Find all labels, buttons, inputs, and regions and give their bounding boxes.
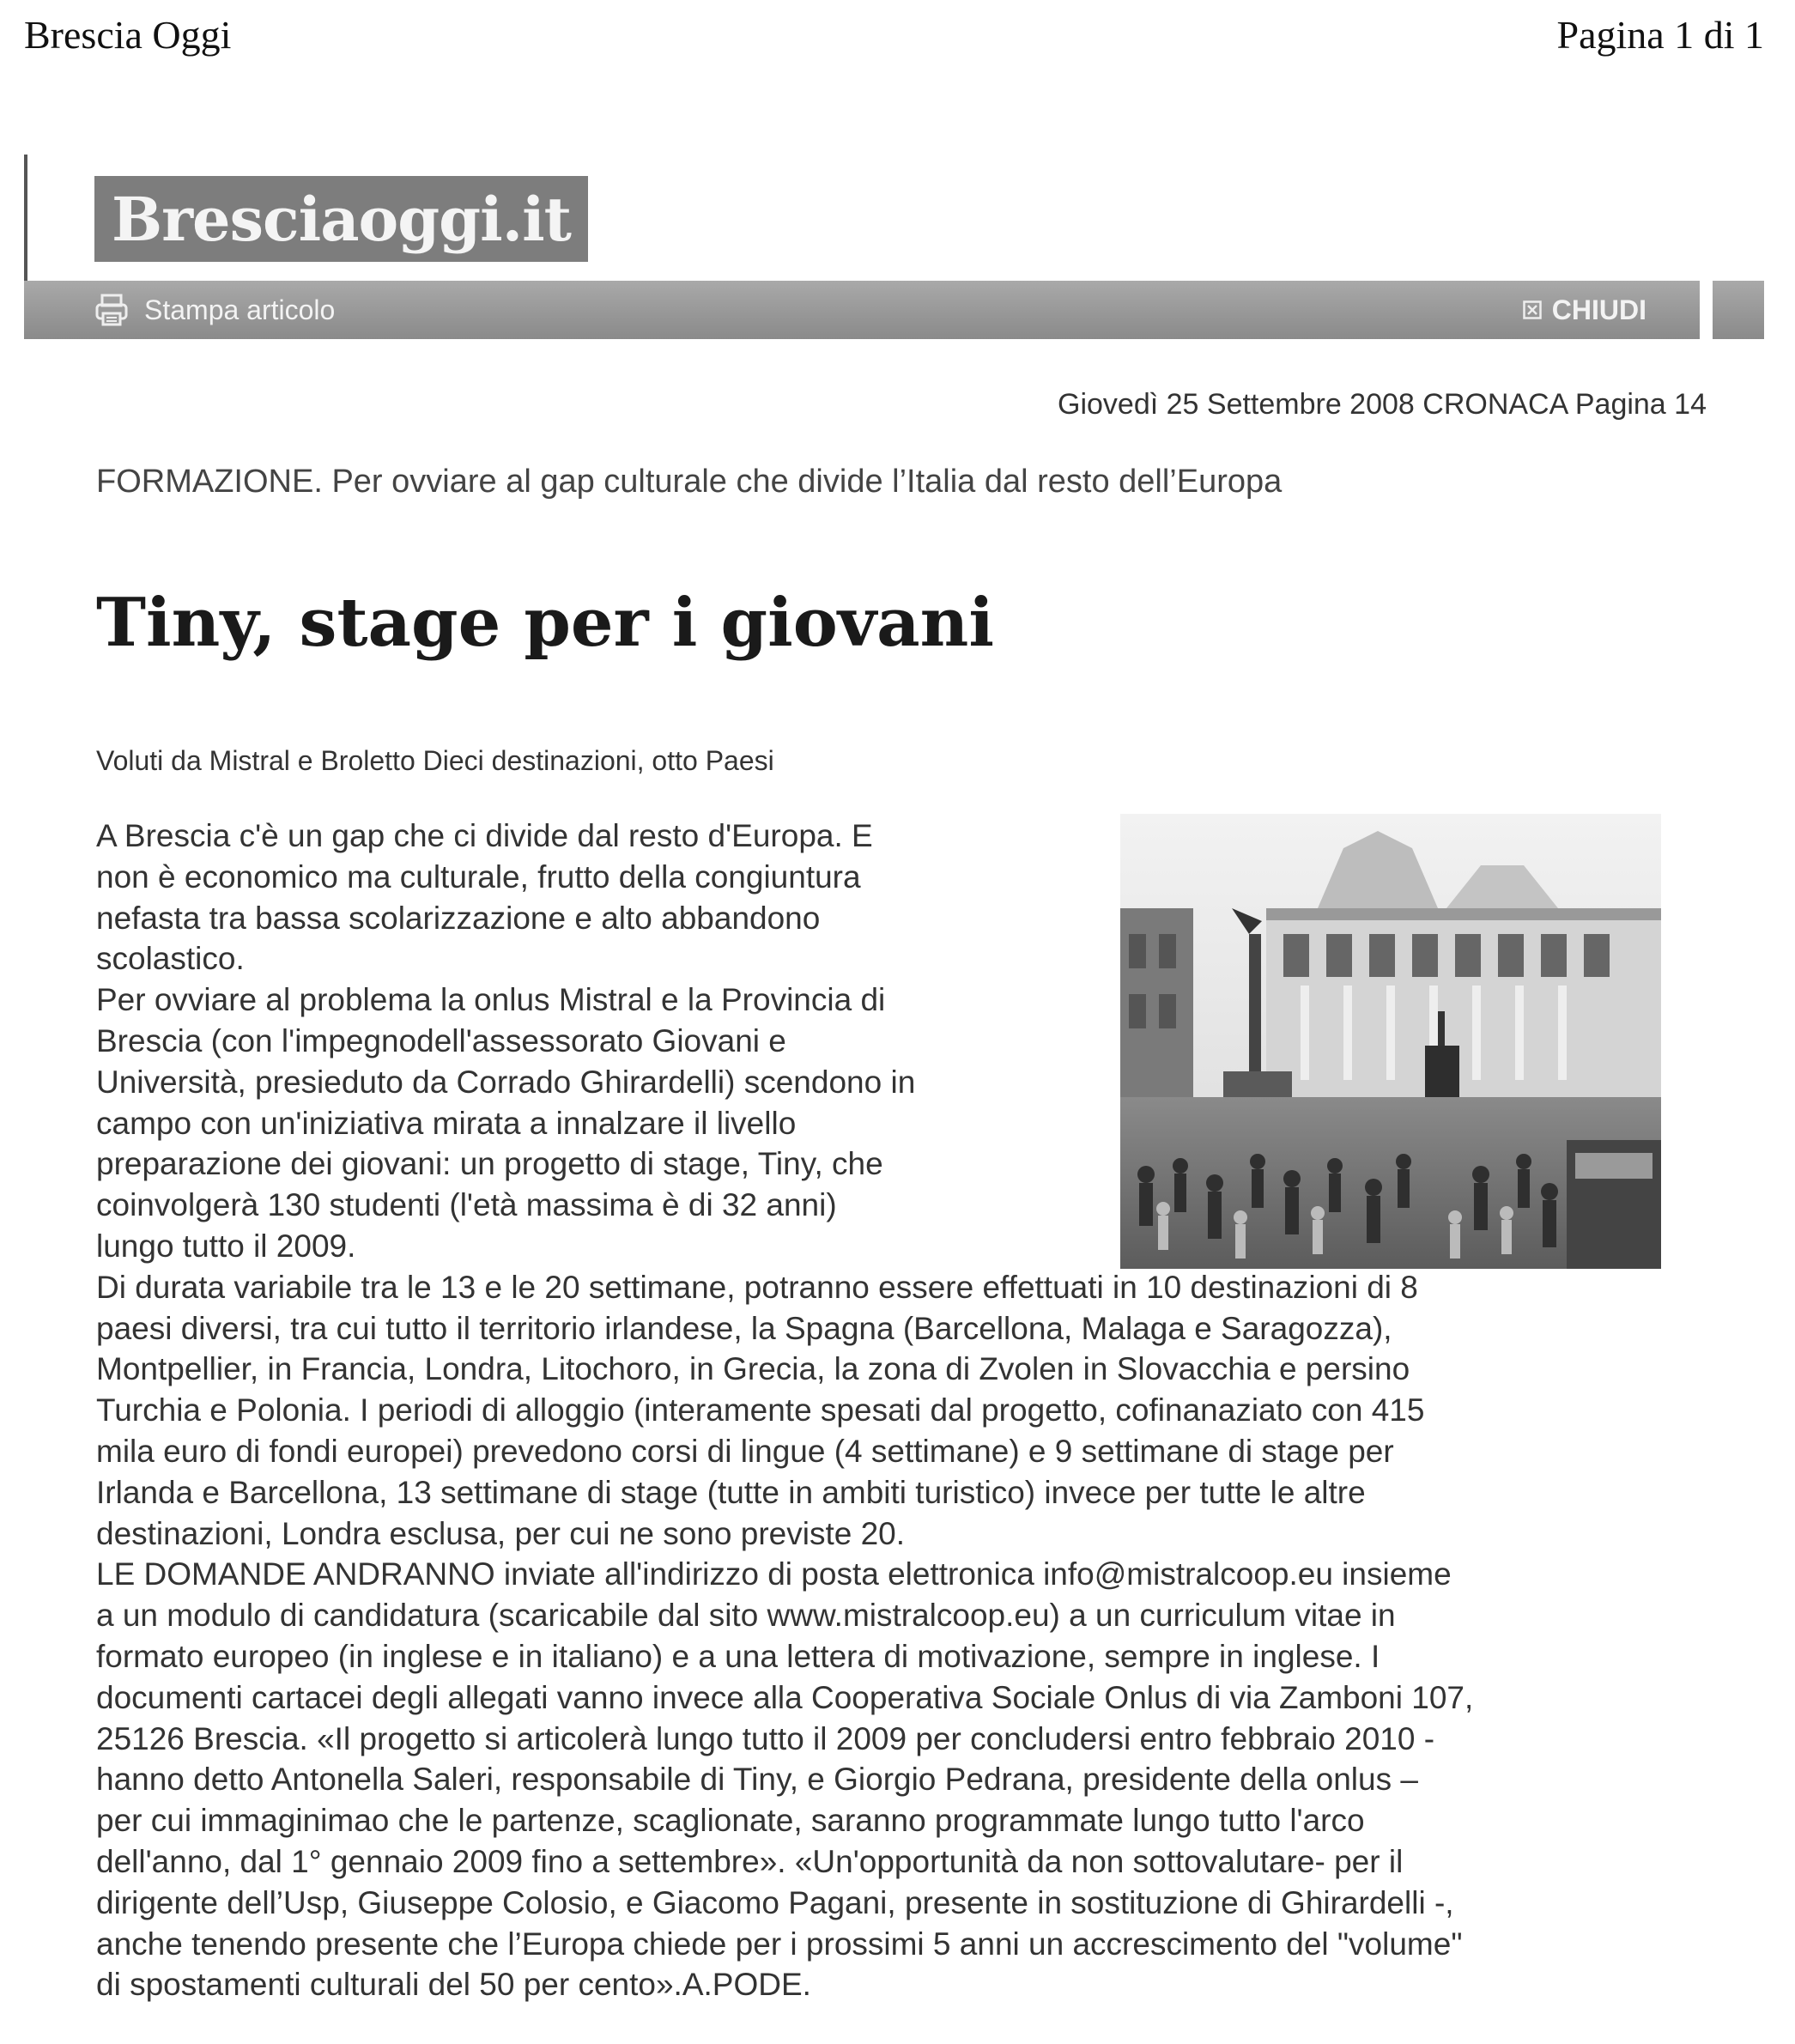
article-body-line: per cui immaginimao che le partenze, scaglionate, saranno programmate lungo tutto l'arco (96, 1803, 1365, 1839)
close-box-icon (1523, 300, 1542, 319)
close-label: CHIUDI (1551, 294, 1646, 325)
toolbar-end-cap (1713, 281, 1764, 339)
article-body-line: scolastico. (96, 941, 245, 977)
article-body-line: Irlanda e Barcellona, 13 settimane di stage (tutte in ambiti turistico) invece per tutte le altre (96, 1474, 1366, 1510)
article-body-line: Di durata variabile tra le 13 e le 20 settimane, potranno essere effettuati in 10 destinazioni di 8 (96, 1269, 1418, 1305)
article-body-line: Per ovviare al problema la onlus Mistral e la Provincia di (96, 982, 886, 1018)
article-body-line: nefasta tra bassa scolarizzazione e alto abbandono (96, 900, 821, 936)
article-kicker: FORMAZIONE. Per ovviare al gap culturale che divide l’Italia dal resto dell’Europa (96, 464, 1283, 500)
article-body-line: Università, presieduto da Corrado Ghirardelli) scendono in (96, 1064, 916, 1100)
article-body-line: destinazioni, Londra esclusa, per cui ne sono previste 20. (96, 1515, 906, 1551)
print-header-source: Brescia Oggi (24, 13, 232, 57)
article-body-line: dell'anno, dal 1° gennaio 2009 fino a settembre». «Un'opportunità da non sottovalutare- per il (96, 1843, 1404, 1879)
article-body-line: anche tenendo presente che l’Europa chiede per i prossimi 5 anni un accrescimento del "volume" (96, 1926, 1463, 1962)
article-subhead: Voluti da Mistral e Broletto Dieci destinazioni, otto Paesi (96, 745, 774, 776)
article-dateline: Giovedì 25 Settembre 2008 CRONACA Pagina 14 (1058, 388, 1707, 421)
article-body-line: LE DOMANDE ANDRANNO inviate all'indirizzo di posta elettronica info@mistralcoop.eu insieme (96, 1556, 1452, 1592)
article-body-line: Turchia e Polonia. I periodi di alloggio (interamente spesati dal progetto, cofinanaziato con 415 (96, 1392, 1425, 1428)
article-body-line: a un modulo di candidatura (scaricabile dal sito www.mistralcoop.eu) a un curriculum vitae in (96, 1598, 1396, 1634)
article-body-line: 25126 Brescia. «Il progetto si articolerà lungo tutto il 2009 per concludersi entro febbraio 2010 - (96, 1720, 1435, 1756)
article-body-line: documenti cartacei degli allegati vanno invece alla Cooperativa Sociale Onlus di via Zamboni 107, (96, 1679, 1474, 1715)
site-logo (94, 176, 588, 262)
article-body-line: formato europeo (in inglese e in italiano) e a una lettera di motivazione, sempre in inglese. I (96, 1638, 1380, 1674)
article-body-line: dirigente dell’Usp, Giuseppe Colosio, e Giacomo Pagani, presente in sostituzione di Ghirardelli -, (96, 1884, 1454, 1920)
article-body-line: Brescia (con l'impegnodell'assessorato Giovani e (96, 1022, 786, 1058)
article-body-line: A Brescia c'è un gap che ci divide dal resto d'Europa. E (96, 818, 873, 853)
site-logo-text: Bresciaoggi.it (111, 183, 572, 255)
article-body-line: hanno detto Antonella Saleri, responsabile di Tiny, e Giorgio Pedrana, presidente della onlus – (96, 1762, 1418, 1798)
print-article-button[interactable] (94, 293, 335, 327)
article-body-line: paesi diversi, tra cui tutto il territorio irlandese, la Spagna (Barcellona, Malaga e Saragozza), (96, 1310, 1392, 1346)
article-headline: Tiny, stage per i giovani (96, 584, 994, 662)
article-toolbar (24, 281, 1700, 339)
print-header-page-info: Pagina 1 di 1 (1556, 13, 1764, 57)
article-body-line: mila euro di fondi europei) prevedono corsi di lingue (4 settimane) e 9 settimane di stage per (96, 1433, 1394, 1469)
article-body-line: di spostamenti culturali del 50 per cento».A.PODE. (96, 1967, 811, 2003)
print-article-label: Stampa articolo (144, 294, 336, 325)
article-body-line: non è economico ma culturale, frutto della congiuntura (96, 858, 861, 895)
article-body-line: campo con un'iniziativa mirata a innalzare il livello (96, 1105, 797, 1141)
article-body-line: coinvolgerà 130 studenti (l'età massima è di 32 anni) (96, 1187, 837, 1223)
article-body (96, 816, 1727, 2005)
article-body-line: preparazione dei giovani: un progetto di stage, Tiny, che (96, 1146, 883, 1182)
printer-icon (94, 293, 129, 327)
article-body-line: lungo tutto il 2009. (96, 1228, 356, 1264)
article-body-line: Montpellier, in Francia, Londra, Litochoro, in Grecia, la zona di Zvolen in Slovacchia e persino (96, 1351, 1410, 1387)
close-button[interactable] (1523, 294, 1646, 326)
